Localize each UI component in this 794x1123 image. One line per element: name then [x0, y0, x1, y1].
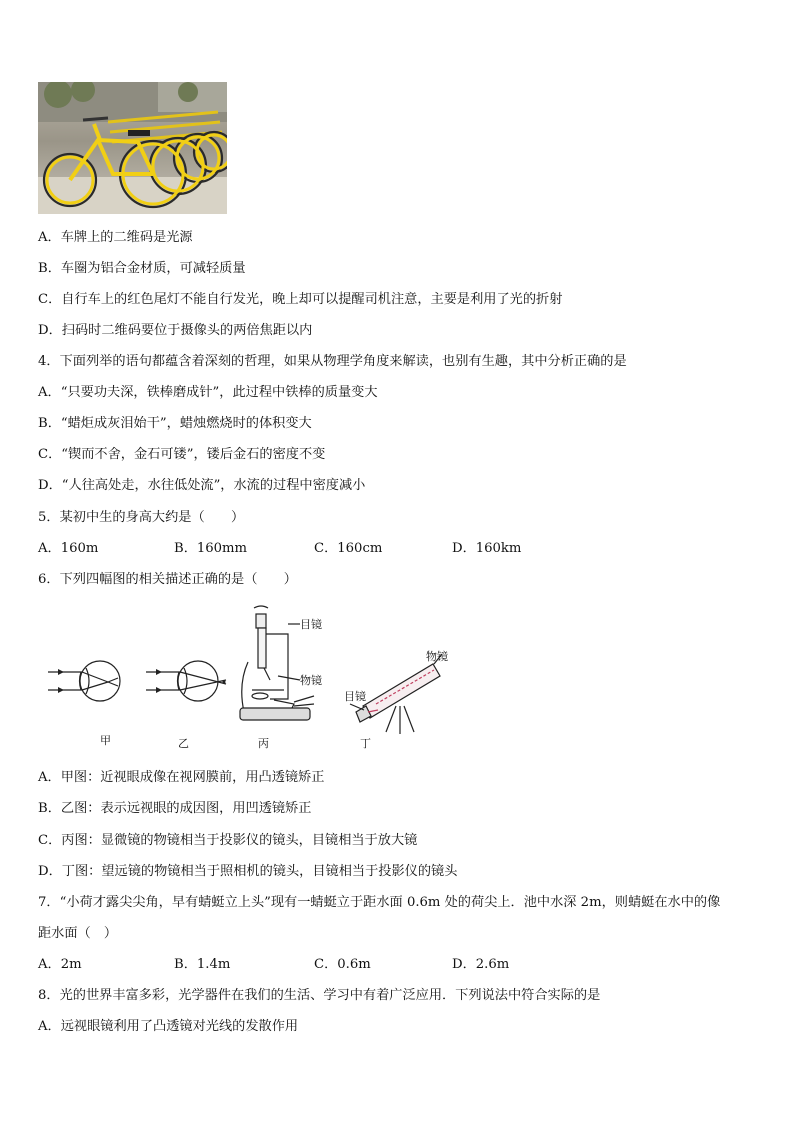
q3-option-d[interactable]: D．扫码时二维码要位于摄像头的两倍焦距以内	[38, 323, 313, 338]
q3-option-a[interactable]: A．车牌上的二维码是光源	[38, 230, 193, 245]
q7-stem-line2: 距水面（ ）	[38, 926, 118, 941]
q7-stem-line1: 7．“小荷才露尖尖角，早有蜻蜓立上头”现有一蜻蜓立于距水面 0.6m 处的荷尖上．池中水深 2m，则蜻蜓在水中的像	[38, 895, 721, 910]
label-yi: 乙	[178, 737, 189, 750]
label-objective-telescope: 物镜	[426, 650, 448, 663]
q3-option-c[interactable]: C．自行车上的红色尾灯不能自行发光，晚上却可以提醒司机注意，主要是利用了光的折射	[38, 292, 563, 307]
q5-option-b[interactable]: B．160mm	[174, 541, 248, 556]
q6-option-c[interactable]: C．丙图：显微镜的物镜相当于投影仪的镜头，目镜相当于放大镜	[38, 833, 418, 848]
q4-option-b[interactable]: B．“蜡炬成灰泪始干”，蜡烛燃烧时的体积变大	[38, 416, 312, 431]
q5-options	[38, 540, 598, 558]
q5-option-a[interactable]: A．160m	[38, 541, 99, 556]
q6-figure	[38, 604, 458, 752]
label-ding: 丁	[360, 737, 371, 750]
q6-option-d[interactable]: D．丁图：望远镜的物镜相当于照相机的镜头，目镜相当于投影仪的镜头	[38, 864, 458, 879]
q7-option-b[interactable]: B．1.4m	[174, 957, 231, 972]
q5-option-d[interactable]: D．160km	[452, 541, 522, 556]
shared-bicycles-photo	[38, 82, 227, 214]
q4-stem: 4．下面列举的语句都蕴含着深刻的哲理，如果从物理学角度来解读，也别有生趣，其中分析正确的是	[38, 354, 627, 369]
eye-diagram-yi	[146, 661, 226, 701]
q3-option-b[interactable]: B．车圈为铝合金材质，可减轻质量	[38, 261, 246, 276]
q6-stem: 6．下列四幅图的相关描述正确的是（ ）	[38, 572, 297, 587]
q4-option-d[interactable]: D．“人往高处走，水往低处流”，水流的过程中密度减小	[38, 478, 366, 493]
q7-option-c[interactable]: C．0.6m	[314, 957, 371, 972]
label-bing: 丙	[258, 737, 269, 750]
q8-option-a[interactable]: A．远视眼镜利用了凸透镜对光线的发散作用	[38, 1019, 299, 1034]
q4-option-c[interactable]: C．“锲而不舍，金石可镂”，镂后金石的密度不变	[38, 447, 326, 462]
label-eyepiece-microscope: 目镜	[300, 618, 322, 631]
q4-option-a[interactable]: A．“只要功夫深，铁棒磨成针”，此过程中铁棒的质量变大	[38, 385, 378, 400]
q7-options	[38, 956, 598, 974]
q5-stem: 5．某初中生的身高大约是（ ）	[38, 510, 245, 525]
q5-option-c[interactable]: C．160cm	[314, 541, 383, 556]
q7-option-d[interactable]: D．2.6m	[452, 957, 510, 972]
q7-option-a[interactable]: A．2m	[38, 957, 82, 972]
label-eyepiece-telescope: 目镜	[344, 690, 366, 703]
q8-stem: 8．光的世界丰富多彩，光学器件在我们的生活、学习中有着广泛应用．下列说法中符合实际的是	[38, 988, 601, 1003]
q6-option-b[interactable]: B．乙图：表示远视眼的成因图，用凹透镜矫正	[38, 801, 312, 816]
eye-diagram-jia	[48, 661, 120, 701]
label-jia: 甲	[100, 734, 111, 747]
label-objective-microscope: 物镜	[300, 674, 322, 687]
q6-option-a[interactable]: A．甲图：近视眼成像在视网膜前，用凸透镜矫正	[38, 770, 325, 785]
